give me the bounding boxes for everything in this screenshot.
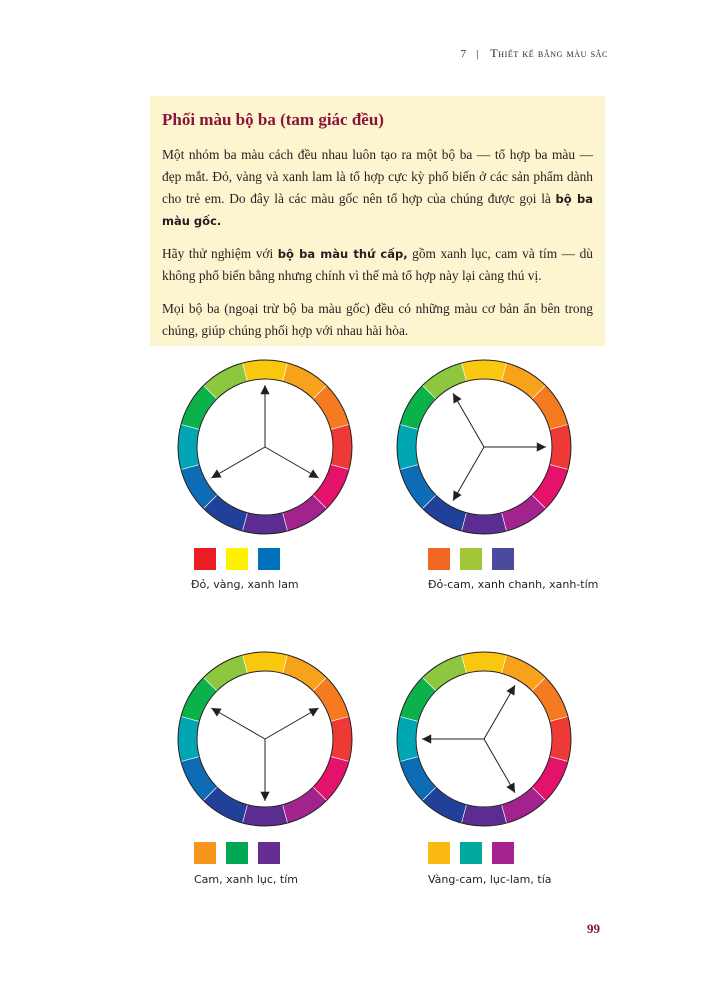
triad-info-box <box>150 96 605 346</box>
wheel-segment <box>178 424 199 469</box>
wheel-segment <box>550 424 571 469</box>
wheel-segment <box>461 360 506 381</box>
color-swatch <box>226 548 248 570</box>
color-swatch <box>226 842 248 864</box>
box-title: Phối màu bộ ba (tam giác đều) <box>162 110 384 129</box>
wheel-segment <box>397 424 418 469</box>
swatch-row-1 <box>194 548 280 570</box>
color-swatch <box>258 548 280 570</box>
color-swatch <box>492 842 514 864</box>
diagram-caption-2: Đỏ-cam, xanh chanh, xanh-tím <box>428 578 599 591</box>
swatch-row-4 <box>428 842 514 864</box>
color-swatch <box>460 548 482 570</box>
wheel-segment <box>242 360 287 381</box>
color-swatch <box>194 842 216 864</box>
wheel-segment <box>397 716 418 761</box>
paragraph-2-pre: Hãy thử nghiệm với <box>162 246 278 261</box>
paragraph-1-text: Một nhóm ba màu cách đều nhau luôn tạo ra một bộ ba — tổ hợp ba màu — đẹp mắt. Đỏ, vàng và xanh lam là tổ hợp cực kỳ phổ biến ở các sản phẩm dành cho trẻ em. Do đây là các màu gốc nên tổ hợp của chúng được gọi là <box>162 147 593 206</box>
color-swatch <box>492 548 514 570</box>
page-number: 99 <box>587 921 600 936</box>
chapter-title: Thiết kế bằng màu sắc <box>490 46 608 60</box>
diagram-caption-4: Vàng-cam, lục-lam, tía <box>428 873 552 886</box>
chapter-number: 7 <box>460 48 467 60</box>
wheel-segment <box>242 805 287 826</box>
paragraph-1 <box>162 144 593 232</box>
color-wheel-3 <box>165 639 365 839</box>
triad-diagram-1 <box>165 347 365 547</box>
triad-diagram-4 <box>384 639 584 839</box>
swatch-row-3 <box>194 842 280 864</box>
wheel-segment <box>331 424 352 469</box>
color-swatch <box>460 842 482 864</box>
paragraph-2 <box>162 243 593 287</box>
wheel-segment <box>461 513 506 534</box>
paragraph-3: Mọi bộ ba (ngoại trừ bộ ba màu gốc) đều có những màu cơ bản ẩn bên trong chúng, giúp chúng phối hợp với nhau hài hòa. <box>162 301 593 338</box>
diagram-caption-1: Đỏ, vàng, xanh lam <box>191 578 299 591</box>
paragraph-2-post: gồm xanh lục, cam và tím — dù không phổ biến bằng nhưng chính vì thế mà tổ hợp này lại càng thú vị. <box>162 246 593 283</box>
header-separator: | <box>476 48 479 60</box>
wheel-segment <box>461 652 506 673</box>
wheel-segment <box>461 805 506 826</box>
color-wheel-2 <box>384 347 584 547</box>
triad-diagram-3 <box>165 639 365 839</box>
color-wheel-4 <box>384 639 584 839</box>
triad-diagram-2 <box>384 347 584 547</box>
paragraph-2-bold: bộ ba màu thứ cấp, <box>277 247 408 261</box>
color-wheel-1 <box>165 347 365 547</box>
wheel-segment <box>331 716 352 761</box>
wheel-segment <box>550 716 571 761</box>
running-header <box>461 46 608 61</box>
wheel-segment <box>178 716 199 761</box>
paragraph-1-bold: bộ ba màu gốc. <box>162 192 593 228</box>
wheel-segment <box>242 513 287 534</box>
color-swatch <box>194 548 216 570</box>
diagram-caption-3: Cam, xanh lục, tím <box>194 873 298 886</box>
wheel-segment <box>242 652 287 673</box>
color-swatch <box>258 842 280 864</box>
color-swatch <box>428 842 450 864</box>
color-swatch <box>428 548 450 570</box>
swatch-row-2 <box>428 548 514 570</box>
